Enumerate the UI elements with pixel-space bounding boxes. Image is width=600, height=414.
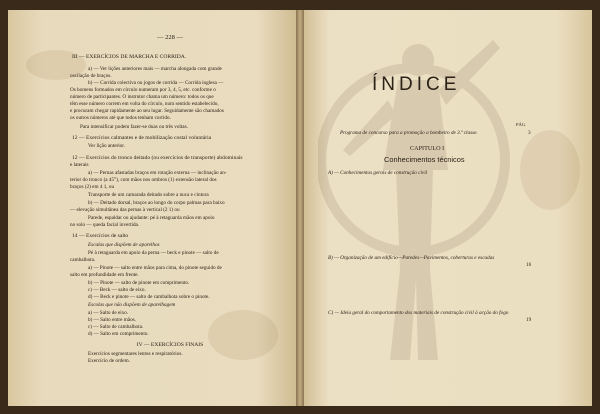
text-line: Transporte de um camarada deitado sobre a nuca e cintura xyxy=(88,192,209,198)
text-line: têm esse número correm em volta do círculo, num sentido estabelecido, xyxy=(70,101,219,107)
text-line: c) — Salto de cambalhota. xyxy=(88,324,144,330)
text-line: a) — Pinote — salto entre mãos para cima, do pinote seguido de xyxy=(88,265,222,271)
page-column-label: PÁG. xyxy=(516,122,527,127)
index-title: ÍNDICE xyxy=(372,74,461,95)
text-line: Escalas que dispõem de aparelhos xyxy=(88,242,160,248)
text-line: Exercícios segmentares lentos e respiratórios. xyxy=(88,351,183,357)
text-line: cambalhota. xyxy=(70,257,96,263)
text-line: braços (2) em 4 1, ou xyxy=(70,184,115,190)
text-line: c) — Beck — salto de eixo. xyxy=(88,287,146,293)
section-c-heading: C) — Ideia geral do comportamento dos materiais de construção civil à acção do fogo xyxy=(328,310,509,316)
text-line: terior do tronco (a 45°), com mãos nos ombros (1) extensão lateral dos xyxy=(70,177,217,183)
text-line: d) — Salto em comprimento. xyxy=(88,331,149,337)
text-line: no solo — queda facial invertida. xyxy=(70,222,140,228)
text-line: Escolas que não dispõem de aparelhagem xyxy=(88,302,176,308)
text-line: b) — Salto entre mãos. xyxy=(88,317,136,323)
text-line: b) — Pinote — salto de pinote em comprimento. xyxy=(88,280,190,286)
text-line: Os homens formados em círculo numeram por 3, 4, 5, etc. conforme o xyxy=(70,87,216,93)
text-line: Exercício de ordem. xyxy=(88,358,130,364)
text-line: número de participantes. O instrutor chama um número: todos os que xyxy=(70,94,214,100)
section-heading: III — EXERCÍCIOS DE MARCHA E CORRIDA. xyxy=(72,54,187,60)
text-line: a) — Ver lições anteriores mais — marcha alongada com grande xyxy=(88,66,222,72)
text-line: os outros números até que todos tenham corrido. xyxy=(70,115,171,121)
chapter-label: CAPITULO I xyxy=(410,145,445,152)
section-b-page: 16 xyxy=(526,262,532,268)
text-line: b) — Corrida colectiva ou jogos de corrida — Corrida inglesa — xyxy=(88,80,224,86)
text-line: Pé à retaguarda em apoio da perna — beck e pinote — salto de xyxy=(88,250,219,256)
section-heading: 14 — Exercícios de salto xyxy=(72,233,129,239)
paper-stain xyxy=(208,310,278,360)
index-intro: Programa de concurso para a promoção a bombeiro de 3.ª classe. xyxy=(340,130,478,136)
text-line: Ver lição anterior. xyxy=(88,143,126,149)
text-line: salto em profundidade em frente. xyxy=(70,272,139,278)
text-line: a) — Salto de eixo. xyxy=(88,310,129,316)
text-line: b) — Deitado dorsal, braços ao longo do corpo palmas para baixo xyxy=(88,200,225,206)
paper-stain xyxy=(520,130,580,210)
section-heading: 12 — Exercícios calmantes e de mobilização costal voluntária xyxy=(72,135,212,141)
text-line: a) — Pernas afastadas braços em rotação externa — inclinação an- xyxy=(88,170,227,176)
section-b-heading: B) — Organização de um edifício—Paredes—Pavimentos, coberturas e escadas xyxy=(328,255,495,261)
text-line: Para intensificar podem fazer-se duas ou três voltas. xyxy=(80,124,188,130)
page-number: — 228 — xyxy=(157,34,183,41)
text-line: oscilação de braços. xyxy=(70,73,112,79)
section-a-heading: A) — Conhecimentos gerais de construção civil xyxy=(328,170,428,176)
section-c-page: 19 xyxy=(526,317,532,323)
text-line: d) — Beck e pinote — salto de cambalhota sobre o pinote. xyxy=(88,294,210,300)
section-heading: IV — EXERCÍCIOS FINAIS xyxy=(136,342,204,348)
text-line: Parede, espaldar ou ajudante: pé à retaguarda mãos em apoio xyxy=(88,215,215,221)
text-line: e procuram chegar rapidamente ao seu lugar. Seguidamente são chamados xyxy=(70,108,224,114)
section-heading: 12 — Exercícios do tronco deitado (ou exercícios de transporte) abdominais xyxy=(72,155,243,161)
book-spine xyxy=(296,10,304,406)
text-line: — elevação simultânea das pernas à vertical (2 1) ou xyxy=(70,207,180,213)
chapter-title: Conhecimentos técnicos xyxy=(384,155,465,164)
text-line: e laterais xyxy=(70,162,89,168)
index-intro-page: 3 xyxy=(528,130,531,136)
